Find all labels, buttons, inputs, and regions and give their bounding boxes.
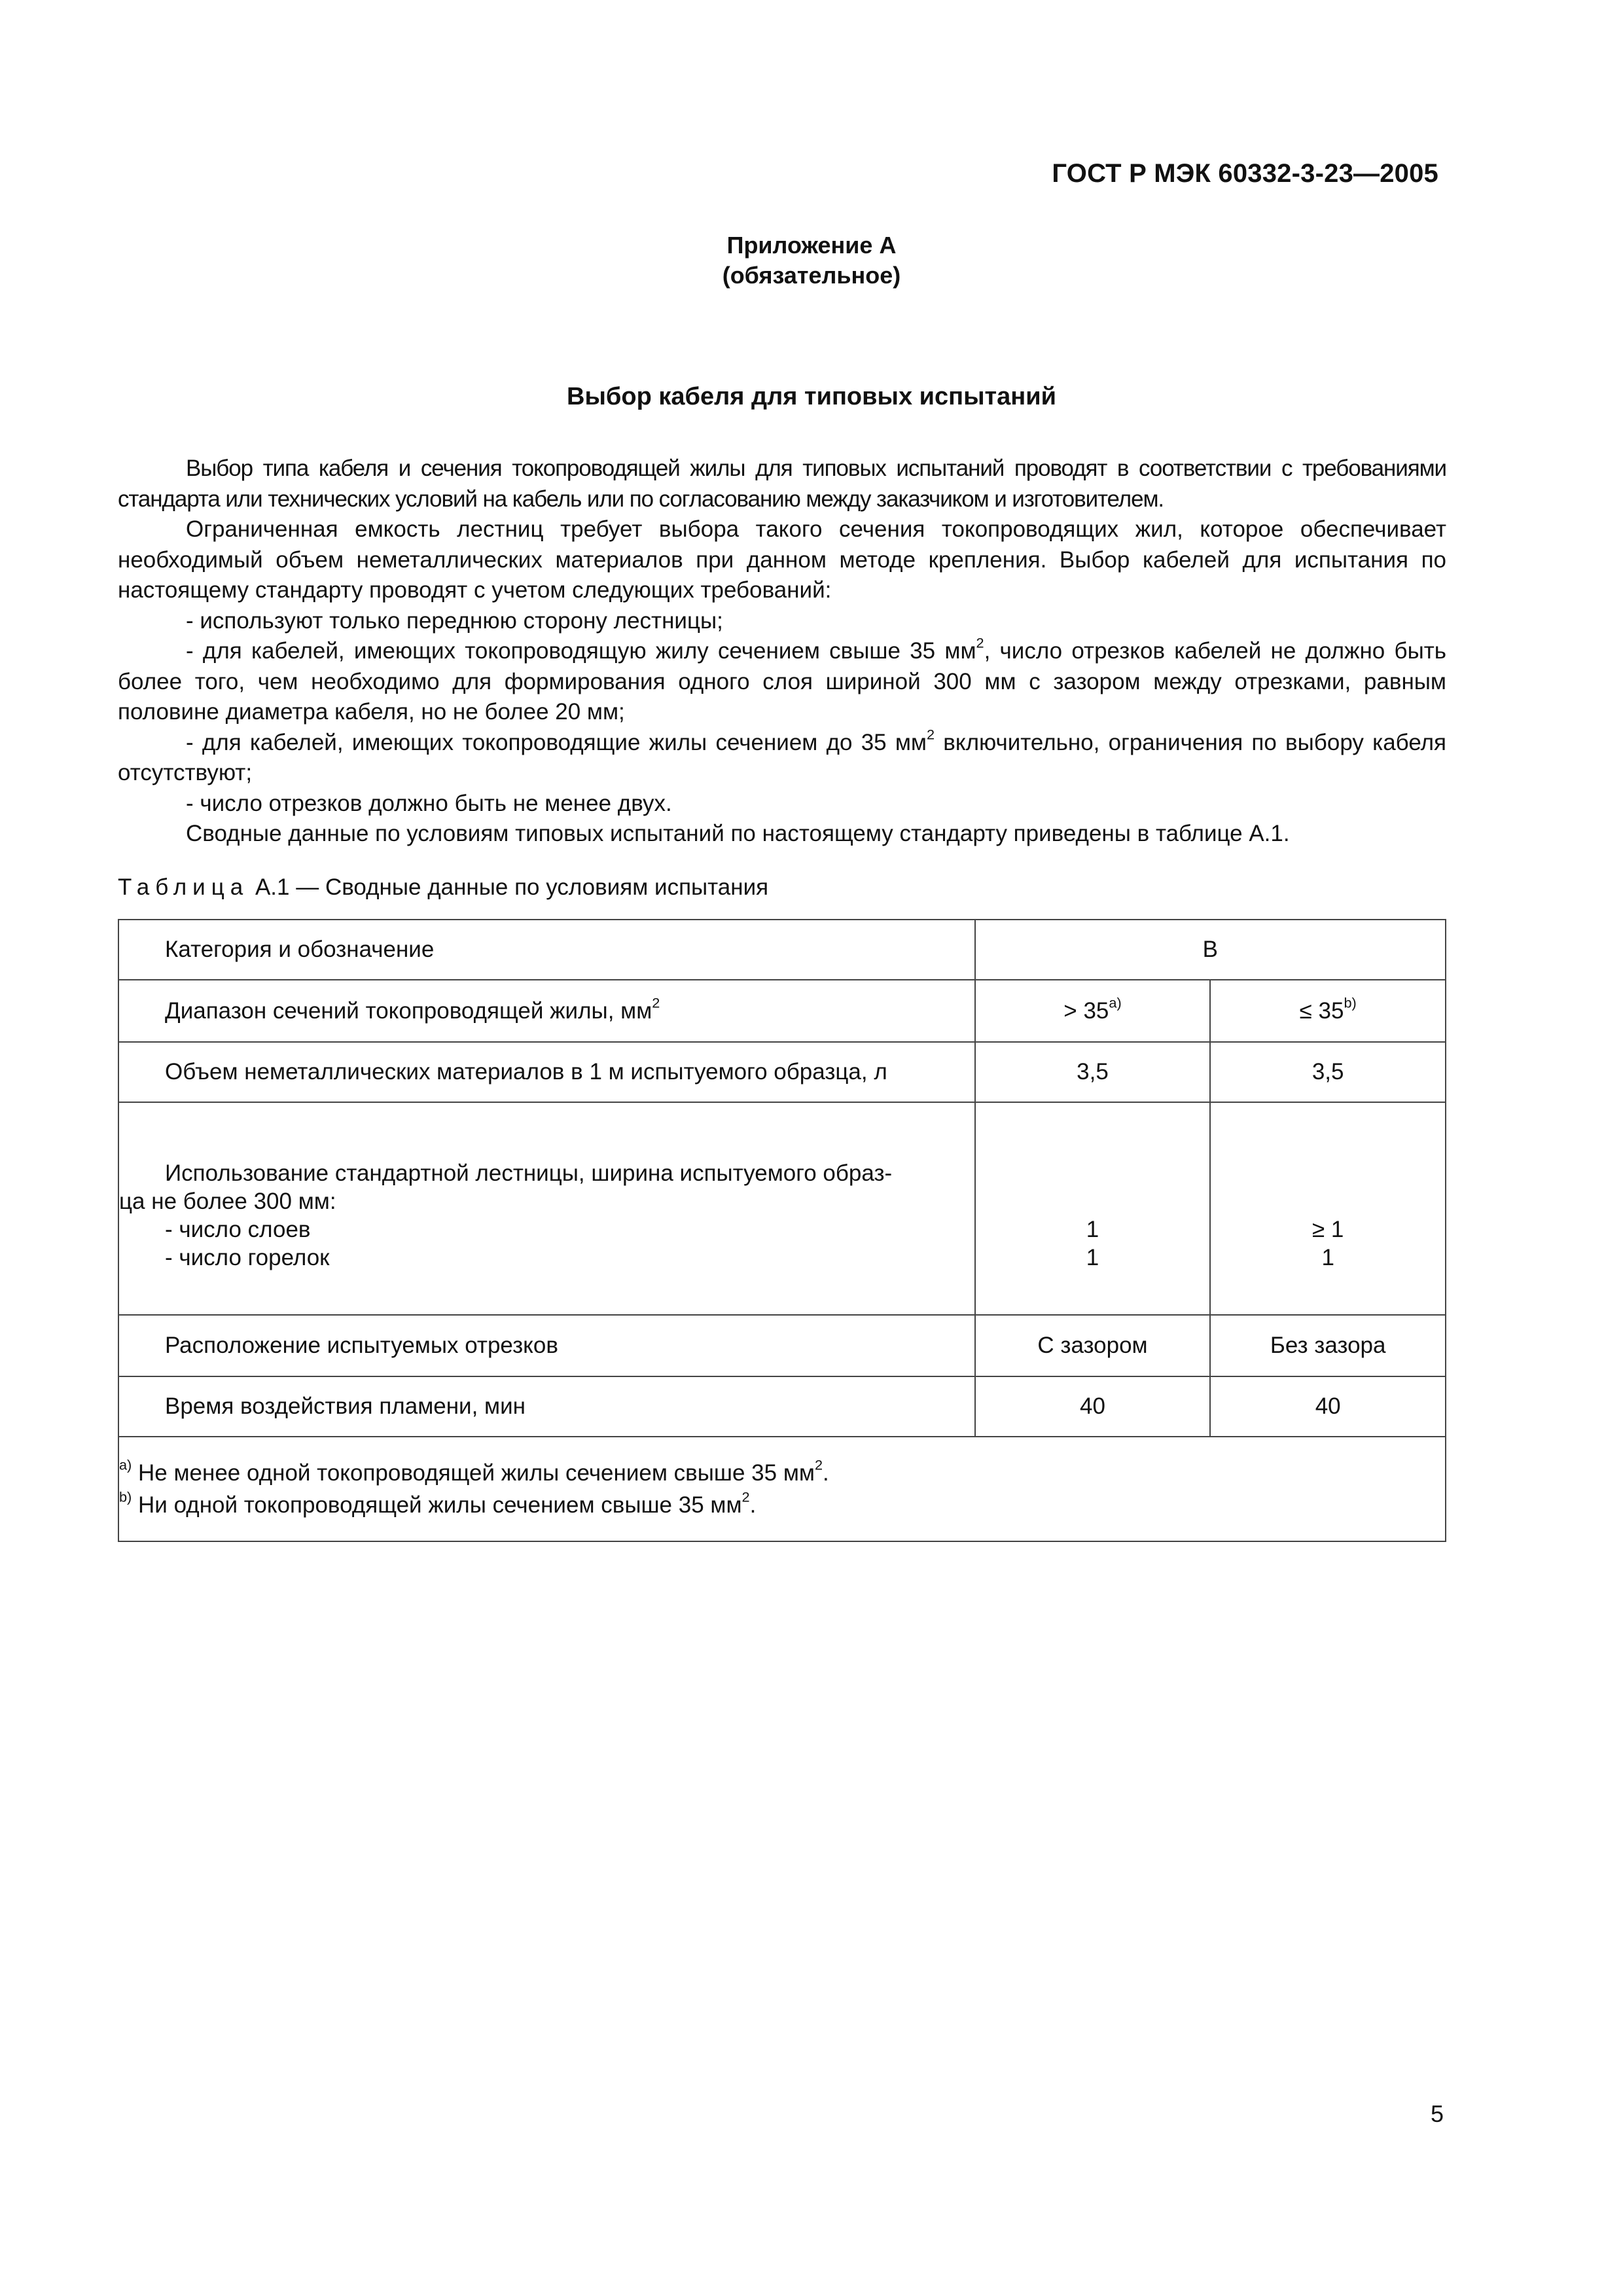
table-cell: Категория и обозначение [118, 920, 975, 980]
list-item [118, 728, 1446, 789]
table-cell [975, 980, 1211, 1042]
table-cell: Расположение испытуемых отрезков [118, 1315, 975, 1376]
table-cell [1210, 980, 1446, 1042]
table-cell: 40 [975, 1376, 1211, 1437]
list-item-text: - для кабелей, имеющих токопроводящие жилы сечением до 35 мм [186, 729, 927, 755]
table-row [118, 1042, 1446, 1102]
table-row [118, 1315, 1446, 1376]
list-item-text: - для кабелей, имеющих токопроводящую жилу сечением свыше 35 мм [186, 638, 976, 664]
footnote-marker: b) [119, 1488, 132, 1505]
table-cell: B [975, 920, 1446, 980]
table-cell: 40 [1210, 1376, 1446, 1437]
cell-text: Использование стандартной лестницы, ширина испытуемого образ- [165, 1160, 893, 1186]
document-code: ГОСТ Р МЭК 60332-3-23—2005 [1052, 159, 1438, 188]
cell-text: 1 [1086, 1244, 1099, 1270]
footnote [119, 1457, 1445, 1489]
cell-text: - число слоев [165, 1216, 311, 1242]
table-footnotes [118, 1437, 1446, 1541]
cell-text: 1 [1321, 1244, 1334, 1270]
cell-text: 1 [1086, 1216, 1099, 1242]
paragraph: Выбор типа кабеля и сечения токопроводящей жилы для типовых испытаний проводят в соответствии с требованиями стандарта или технических условий на кабель или по согласованию между заказчиком и изготовителем. [118, 456, 1446, 512]
table-cell [118, 1102, 975, 1315]
table-footnotes-row [118, 1437, 1446, 1541]
table-row [118, 1376, 1446, 1437]
table-row [118, 1102, 1446, 1315]
appendix-status: (обязательное) [722, 262, 901, 289]
cell-text: - число горелок [165, 1244, 330, 1270]
footnote-text: Ни одной токопроводящей жилы сечением свыше 35 мм [132, 1492, 742, 1518]
list-item-text: включительно, ограничения по выбору кабеля отсутствуют; [118, 729, 1446, 785]
table-cell: С зазором [975, 1315, 1211, 1376]
table-caption-text: А.1 — Сводные данные по условиям испытания [249, 874, 769, 900]
footnote [119, 1489, 1445, 1521]
list-item: - число отрезков должно быть не менее двух. [186, 790, 672, 816]
cell-text: > 35 [1063, 997, 1109, 1024]
footnote-period: . [823, 1460, 829, 1486]
superscript: 2 [652, 994, 660, 1011]
table-cell: Объем неметаллических материалов в 1 м испытуемого образца, л [118, 1042, 975, 1102]
table-cell: 3,5 [975, 1042, 1211, 1102]
superscript: b) [1344, 994, 1357, 1011]
superscript: 2 [741, 1488, 750, 1505]
cell-text: Диапазон сечений токопроводящей жилы, мм [165, 997, 652, 1024]
table-row [118, 980, 1446, 1042]
table-row [118, 920, 1446, 980]
footnote-marker: а) [119, 1456, 132, 1473]
table-cell: Без зазора [1210, 1315, 1446, 1376]
table-cell: Время воздействия пламени, мин [118, 1376, 975, 1437]
footnote-period: . [749, 1492, 757, 1518]
appendix-title: Приложение А [726, 232, 897, 259]
table-cell [118, 980, 975, 1042]
test-conditions-table [118, 919, 1446, 1542]
table-cell: 3,5 [1210, 1042, 1446, 1102]
page-number: 5 [1430, 2100, 1444, 2127]
table-cell [1210, 1102, 1446, 1315]
paragraph: Сводные данные по условиям типовых испытаний по настоящему стандарту приведены в таблице А.1. [186, 821, 1290, 846]
list-item: - используют только переднюю сторону лестницы; [186, 607, 723, 634]
body-text [118, 454, 1446, 850]
superscript: 2 [814, 1456, 823, 1473]
superscript: 2 [976, 634, 984, 651]
cell-text: ≥ 1 [1311, 1216, 1344, 1242]
table-caption [118, 874, 768, 901]
cell-text: ца не более 300 мм: [119, 1188, 336, 1214]
footnote-text: Не менее одной токопроводящей жилы сечением свыше 35 мм [132, 1460, 815, 1486]
section-title: Выбор кабеля для типовых испытаний [567, 383, 1056, 410]
list-item-text: , число отрезков кабелей не должно быть более того, чем необходимо для формирования одного слоя шириной 300 мм с зазором между отрезками, равным половине диаметра кабеля, но не более 20 мм; [118, 638, 1446, 725]
superscript: а) [1109, 994, 1122, 1011]
superscript: 2 [926, 726, 935, 743]
cell-text: ≤ 35 [1299, 997, 1344, 1024]
paragraph: Ограниченная емкость лестниц требует выбора такого сечения токопроводящих жил, которое обеспечивает необходимый объем неметаллических материалов при данном методе крепления. Выбор кабелей для испытания по настоящему стандарту проводят с учетом следующих требований: [118, 516, 1446, 603]
list-item [118, 636, 1446, 728]
table-caption-word: Таблица [118, 874, 249, 900]
appendix-heading [0, 230, 1623, 291]
table-cell [975, 1102, 1211, 1315]
